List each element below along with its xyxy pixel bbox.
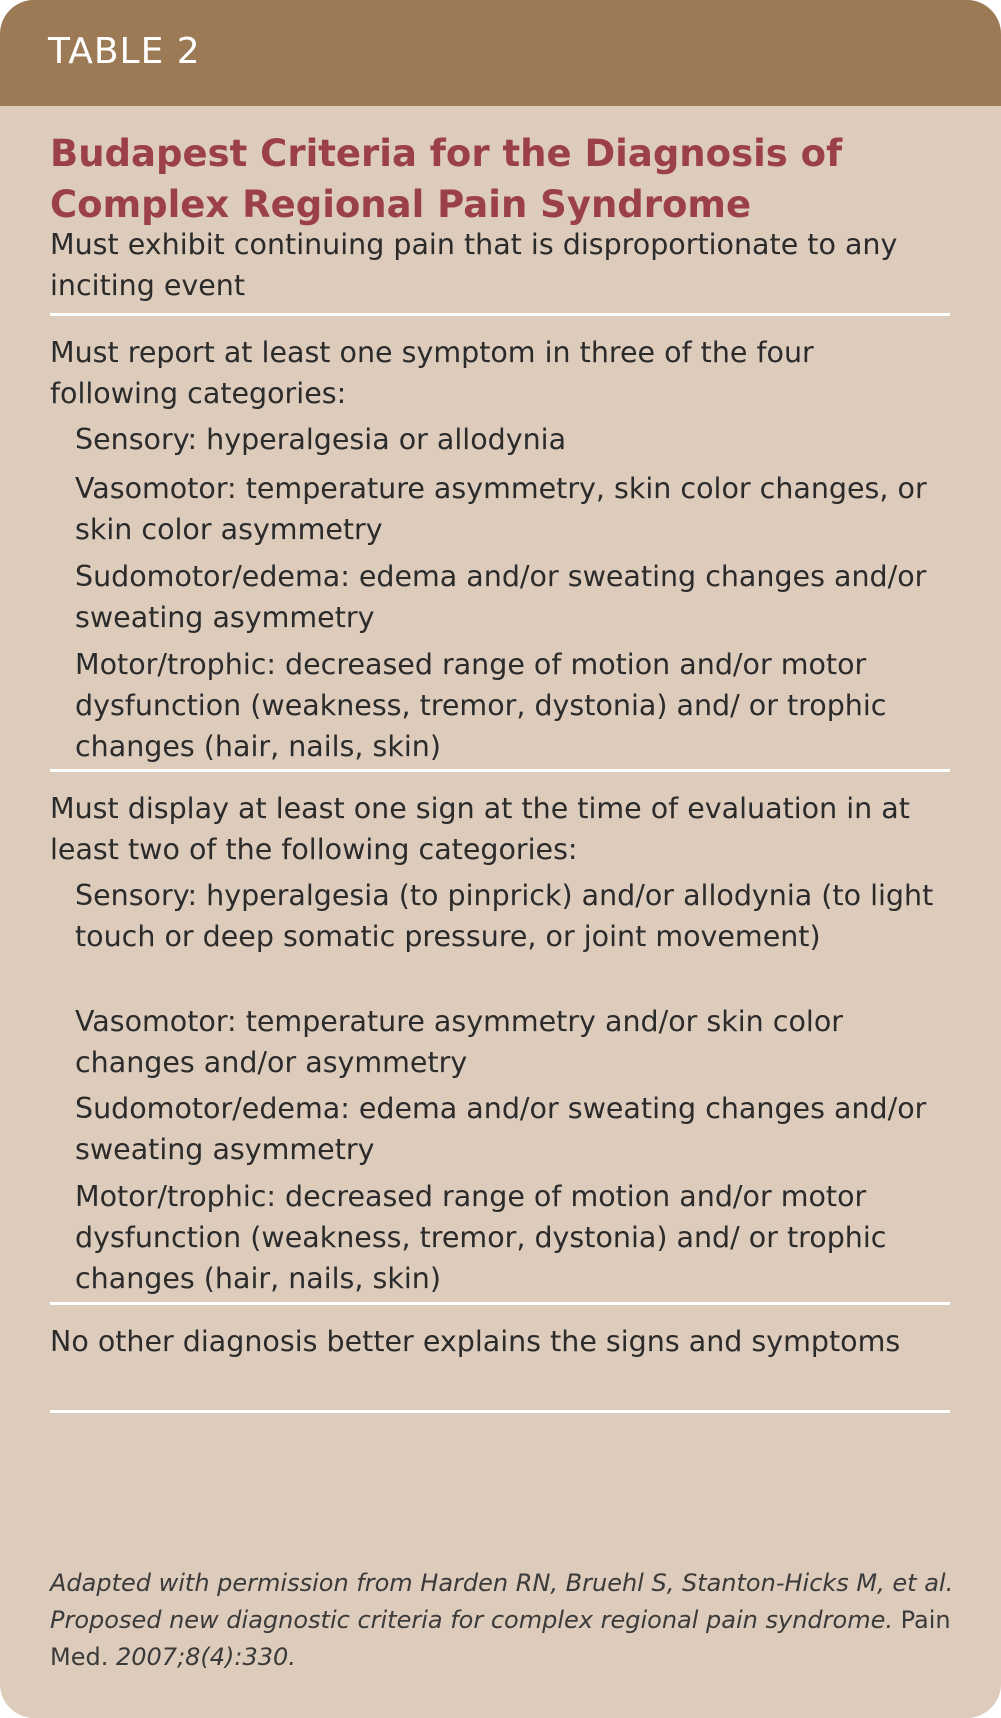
symptom-sensory: Sensory: hyperalgesia or allodynia	[75, 423, 567, 456]
sign-vasomotor: Vasomotor: temperature asymmetry and/or skin color changes and/or asymmetry	[75, 1005, 843, 1079]
symptom-motor: Motor/trophic: decreased range of motion and/or motor dysfunction (weakness, tremor, dystonia) and/ or trophic changes (hair, nails, skin)	[75, 648, 887, 763]
divider	[50, 313, 950, 316]
divider	[50, 1410, 950, 1413]
sign-motor: Motor/trophic: decreased range of motion and/or motor dysfunction (weakness, tremor, dystonia) and/ or trophic changes (hair, nails, skin)	[75, 1180, 887, 1295]
criterion-signs-intro: Must display at least one sign at the time of evaluation in at least two of the following categories:	[50, 792, 910, 866]
table-number: TABLE 2	[48, 31, 201, 72]
source-journal: Pain Med.	[50, 1606, 951, 1671]
table-title: Budapest Criteria for the Diagnosis of Complex Regional Pain Syndrome	[50, 132, 843, 226]
symptom-sudomotor: Sudomotor/edema: edema and/or sweating changes and/or sweating asymmetry	[75, 560, 927, 634]
sign-sudomotor: Sudomotor/edema: edema and/or sweating changes and/or sweating asymmetry	[75, 1092, 927, 1166]
table-header-bar	[0, 0, 1001, 106]
source-note	[50, 1565, 970, 1676]
divider	[50, 1302, 950, 1305]
criterion-pain: Must exhibit continuing pain that is disproportionate to any inciting event	[50, 228, 898, 302]
criterion-symptoms-intro: Must report at least one symptom in three of the four following categories:	[50, 336, 814, 410]
criterion-exclusion: No other diagnosis better explains the signs and symptoms	[50, 1325, 901, 1358]
source-citation: 2007;8(4):330.	[115, 1643, 296, 1671]
sign-sensory: Sensory: hyperalgesia (to pinprick) and/or allodynia (to light touch or deep somatic pressure, or joint movement)	[75, 879, 934, 953]
divider	[50, 769, 950, 772]
source-intro: Adapted with permission from Harden RN, Bruehl S, Stanton-Hicks M, et al. Proposed new diagnostic criteria for complex regional pain syndrome.	[50, 1569, 954, 1634]
symptom-vasomotor: Vasomotor: temperature asymmetry, skin color changes, or skin color asymmetry	[75, 472, 927, 546]
